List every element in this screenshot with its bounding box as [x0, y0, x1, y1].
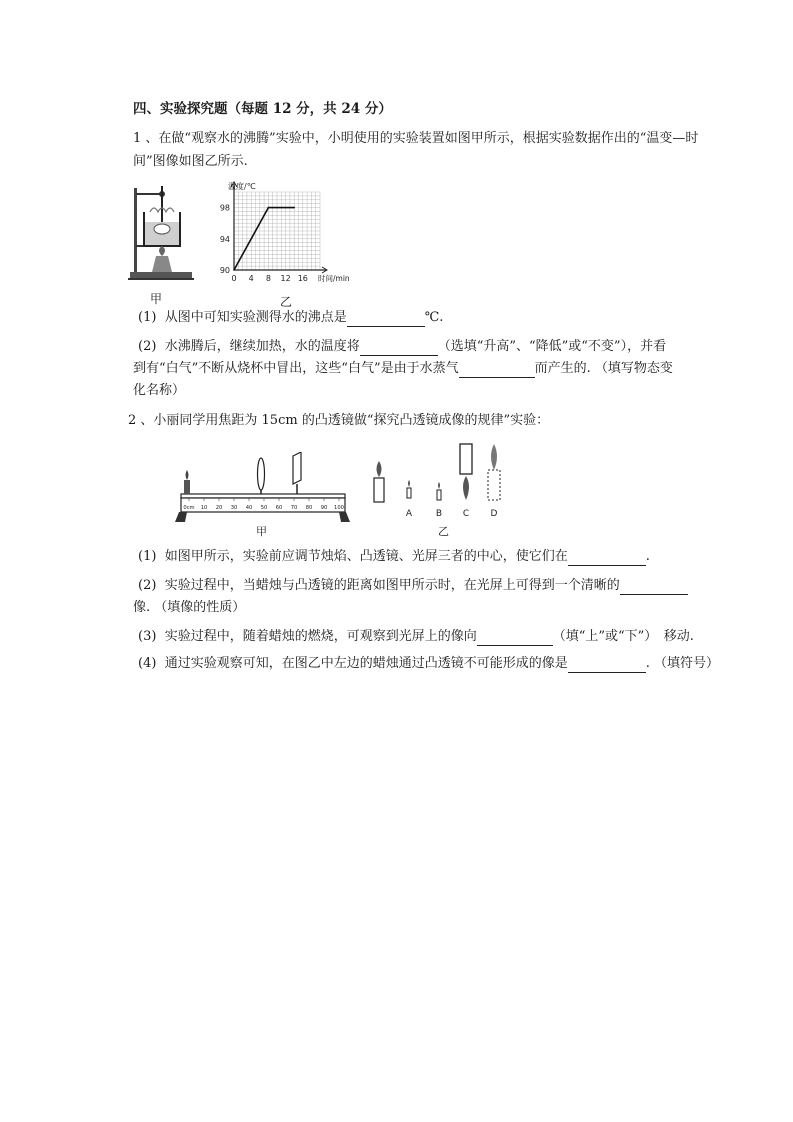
bench-scale-50: 50: [260, 505, 268, 511]
q2-part3-answer-blank[interactable]: [477, 631, 553, 646]
q2-part4: [138, 655, 719, 673]
bench-scale-10: 10: [200, 505, 208, 511]
y-tick-label: 90: [219, 266, 230, 275]
y-tick-label: 98: [219, 203, 230, 213]
temperature-time-chart: [210, 180, 360, 298]
q1-part2-text-b: （选填“升高”、“降低”或“不变”），并看: [437, 339, 667, 354]
stand-rod: [134, 188, 137, 272]
bench-scale-20: 20: [215, 505, 223, 511]
q2-part1-text: 如图甲所示，实验前应调节烛焰、凸透镜、光屏三者的中心，使它们在: [164, 549, 568, 564]
label-c: C: [462, 509, 470, 519]
y-tick-label: 94: [219, 234, 230, 244]
object-candle: [374, 478, 384, 502]
q1-stem-line2: 间”图像如图乙所示.: [133, 154, 248, 169]
temperature-data-point: [233, 269, 235, 271]
q2-part1-number: (1): [138, 549, 157, 564]
temperature-data-point: [268, 207, 270, 209]
q1-part2-line2-text-b: 而产生的. （填写物态变: [534, 361, 673, 376]
q2-part2-number: (2): [138, 578, 157, 593]
optical-bench-figure: [175, 452, 350, 524]
bench-scale-30: 30: [230, 505, 238, 511]
q1-part1-unit: ℃.: [424, 310, 444, 325]
q1-part2-answer-blank-1[interactable]: [360, 341, 438, 356]
bench-scale-80: 80: [305, 505, 313, 511]
q1-part1-text: 从图中可知实验测得水的沸点是: [164, 310, 347, 325]
q2-part1-end: .: [645, 549, 650, 564]
bench-scale-60: 60: [275, 505, 283, 511]
convex-lens: [258, 458, 265, 490]
q2-part4-number: (4): [138, 656, 157, 671]
q2-part2-text: 实验过程中，当蜡烛与凸透镜的距离如图甲所示时，在光屏上可得到一个清晰的: [164, 578, 620, 593]
q2-part2-line1: [138, 577, 688, 595]
q2-part2-answer-blank[interactable]: [620, 580, 688, 595]
q1-part2-line2: [133, 360, 673, 378]
q2-part4-answer-blank[interactable]: [568, 658, 646, 673]
fig-yi-label-q2: 乙: [438, 525, 449, 538]
q2-part1: [138, 548, 650, 566]
light-screen: [293, 452, 301, 484]
alcohol-lamp: [152, 256, 172, 272]
q1-part2-text-a: 水沸腾后，继续加热，水的温度将: [164, 339, 360, 354]
x-tick-label: 12: [280, 274, 291, 283]
stand-base: [130, 272, 192, 278]
candle-images-figure: [368, 440, 513, 522]
label-a: A: [405, 509, 413, 519]
x-tick-label: 8: [265, 274, 271, 283]
q2-part4-text: 通过实验观察可知，在图乙中左边的蜡烛通过凸透镜不可能形成的像是: [164, 656, 568, 671]
bench-scale-40: 40: [245, 505, 253, 511]
bench-scale-90: 90: [320, 505, 328, 511]
q1-part1-number: (1): [138, 310, 157, 325]
q2-part4-end: . （填符号）: [645, 656, 719, 671]
q2-stem: 2 、小丽同学用焦距为 15cm 的凸透镜做“探究凸透镜成像的规律”实验：: [128, 413, 550, 428]
q1-part2-line1: [138, 338, 666, 356]
temperature-data-point: [293, 207, 295, 209]
bench-candle: [184, 480, 190, 494]
x-axis-label: 时间/min: [318, 274, 350, 283]
image-choice-d: [488, 444, 500, 500]
label-b: B: [435, 509, 443, 519]
q1-part2-line2-text: 到有“白气”不断从烧杯中冒出，这些“白气”是由于水蒸气: [133, 361, 459, 376]
x-tick-label: 16: [297, 274, 308, 283]
bench-scale-70: 70: [290, 505, 298, 511]
image-choice-b: [437, 482, 441, 500]
section-title: 四、实验探究题（每题 12 分，共 24 分）: [133, 101, 392, 117]
bench-scale-zero: 0cm: [183, 505, 195, 511]
x-tick-label: 4: [248, 274, 254, 283]
image-choice-c: [460, 444, 472, 500]
q2-part1-answer-blank[interactable]: [568, 551, 646, 566]
q2-part3-text: 实验过程中，随着蜡烛的燃烧，可观察到光屏上的像向: [164, 629, 477, 644]
image-choice-a: [407, 480, 411, 498]
q2-part3: [138, 628, 694, 646]
q1-stem-line1: 1 、在做“观察水的沸腾”实验中，小明使用的实验装置如图甲所示，根据实验数据作出的“温变—时: [133, 131, 699, 146]
fig-jia-label-q1: 甲: [150, 292, 163, 306]
q1-part2-answer-blank-2[interactable]: [459, 363, 535, 378]
x-tick-label: 0: [231, 274, 237, 283]
q2-part3-end: （填“上”或“下”） 移动.: [552, 629, 694, 644]
label-d: D: [490, 509, 498, 519]
q1-part1: [138, 309, 443, 327]
bench-rail-top: [181, 494, 345, 498]
q1-part2-number: (2): [138, 339, 157, 354]
bench-scale-100: 100: [334, 505, 344, 511]
y-axis-label: 温度/℃: [228, 182, 256, 191]
q1-part2-line3: 化名称）: [133, 383, 186, 398]
q2-part3-number: (3): [138, 629, 157, 644]
q1-part1-answer-blank[interactable]: [347, 312, 425, 327]
fig-yi-label-q1: 乙: [280, 295, 293, 309]
boiling-apparatus-figure: [128, 182, 196, 294]
fig-jia-label-q2: 甲: [256, 525, 267, 538]
q2-part2-line2: 像. （填像的性质）: [133, 600, 246, 615]
